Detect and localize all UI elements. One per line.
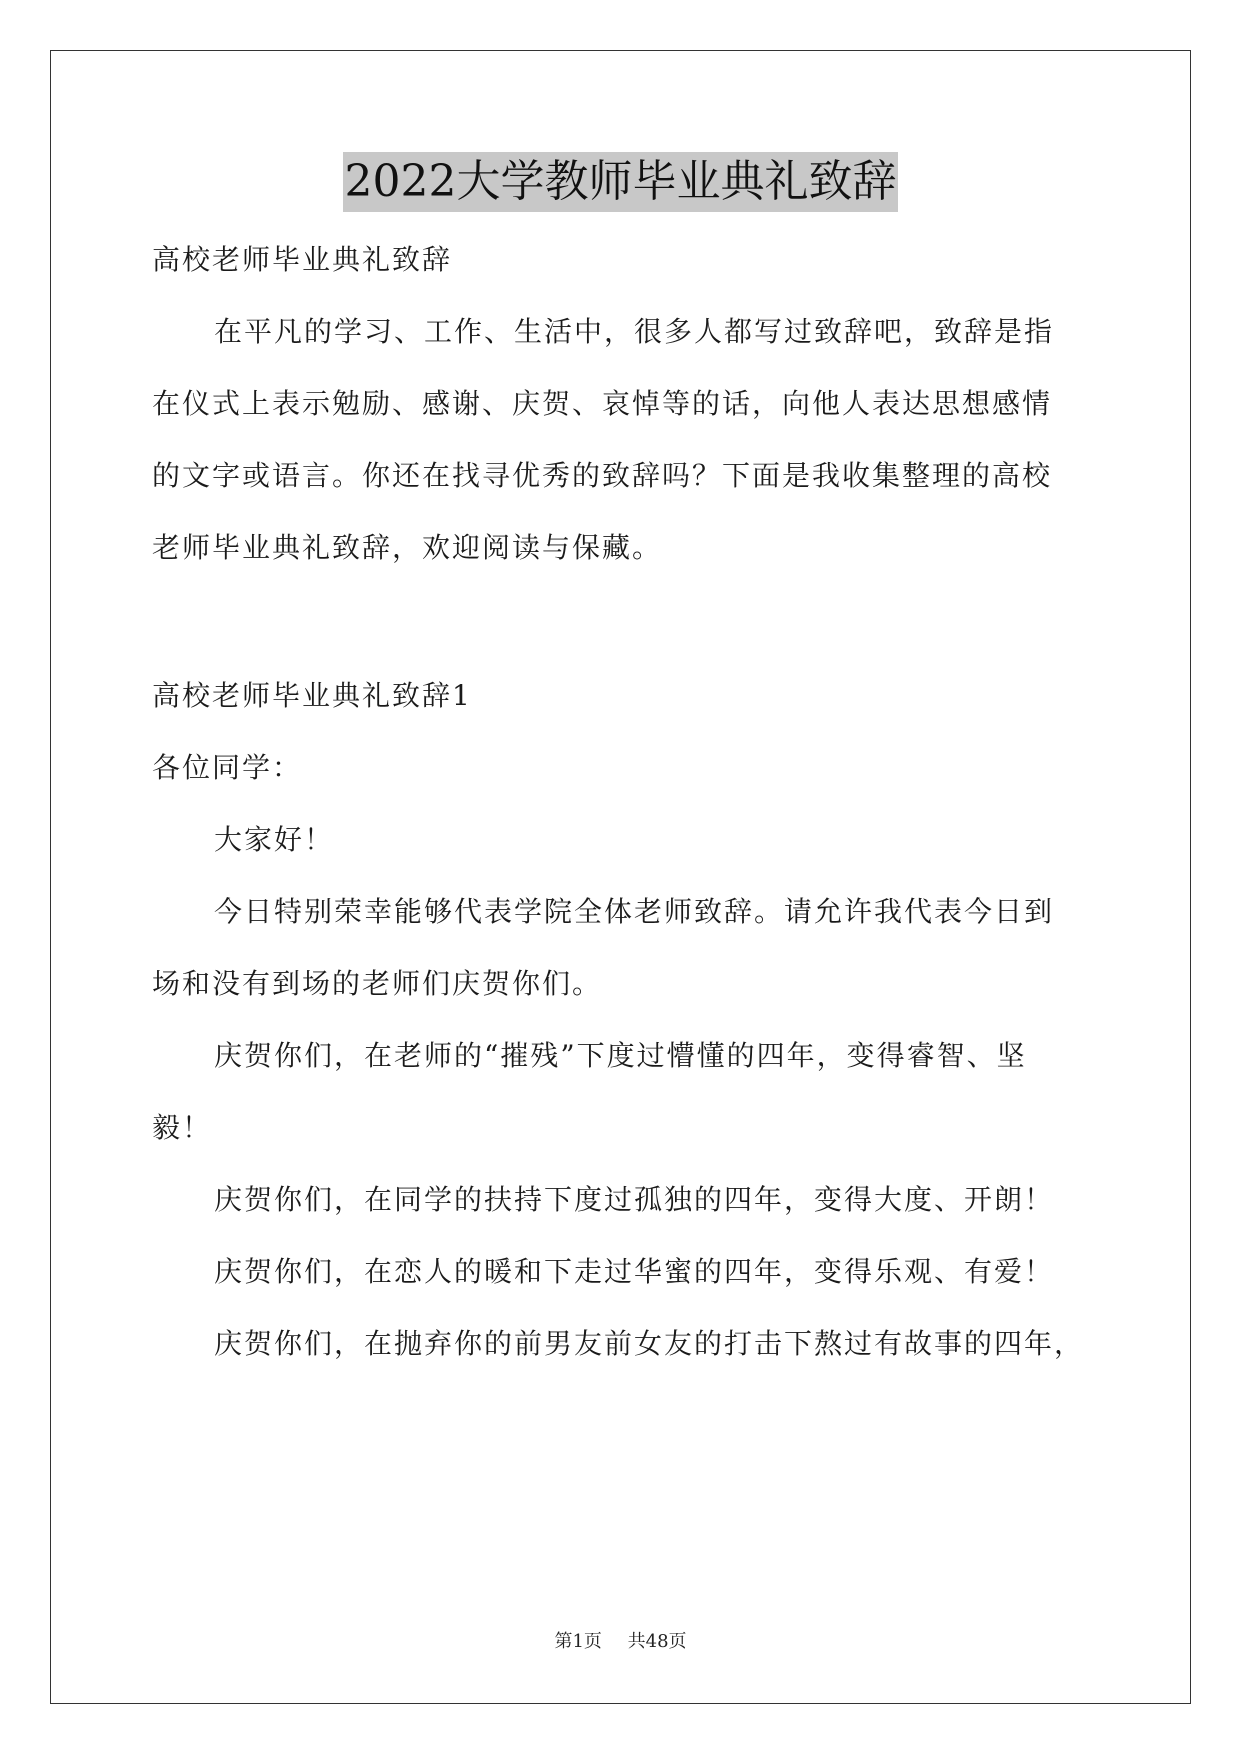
paragraph-line: 在平凡的学习、工作、生活中，很多人都写过致辞吧，致辞是指 — [214, 315, 1055, 348]
page-footer — [0, 1630, 1241, 1654]
title-container — [0, 152, 1241, 212]
page-border — [50, 50, 1191, 1704]
total-pages: 共48页 — [627, 1631, 687, 1652]
paragraph-line: 老师毕业典礼致辞，欢迎阅读与保藏。 — [152, 531, 663, 564]
paragraph-line: 庆贺你们，在恋人的暖和下走过华蜜的四年，变得乐观、有爱！ — [214, 1255, 1055, 1288]
greeting: 大家好！ — [214, 823, 335, 856]
paragraph-line: 庆贺你们，在同学的扶持下度过孤独的四年，变得大度、开朗！ — [214, 1183, 1055, 1216]
section-heading: 高校老师毕业典礼致辞1 — [152, 679, 472, 712]
paragraph-line: 在仪式上表示勉励、感谢、庆贺、哀悼等的话，向他人表达思想感情 — [152, 387, 1053, 420]
document-title: 2022大学教师毕业典礼致辞 — [343, 152, 899, 212]
paragraph-line: 今日特别荣幸能够代表学院全体老师致辞。请允许我代表今日到 — [214, 895, 1055, 928]
subtitle: 高校老师毕业典礼致辞 — [152, 243, 453, 276]
salutation: 各位同学： — [152, 751, 303, 784]
paragraph-line: 庆贺你们，在抛弃你的前男友前女友的打击下熬过有故事的四年， — [214, 1327, 1085, 1360]
paragraph-line: 的文字或语言。你还在找寻优秀的致辞吗？下面是我收集整理的高校 — [152, 459, 1053, 492]
page-number: 第1页 — [554, 1631, 602, 1652]
paragraph-line: 庆贺你们，在老师的“摧残”下度过懵懂的四年，变得睿智、坚 — [214, 1039, 1027, 1072]
paragraph-line: 场和没有到场的老师们庆贺你们。 — [152, 967, 603, 1000]
paragraph-line: 毅！ — [152, 1111, 213, 1144]
